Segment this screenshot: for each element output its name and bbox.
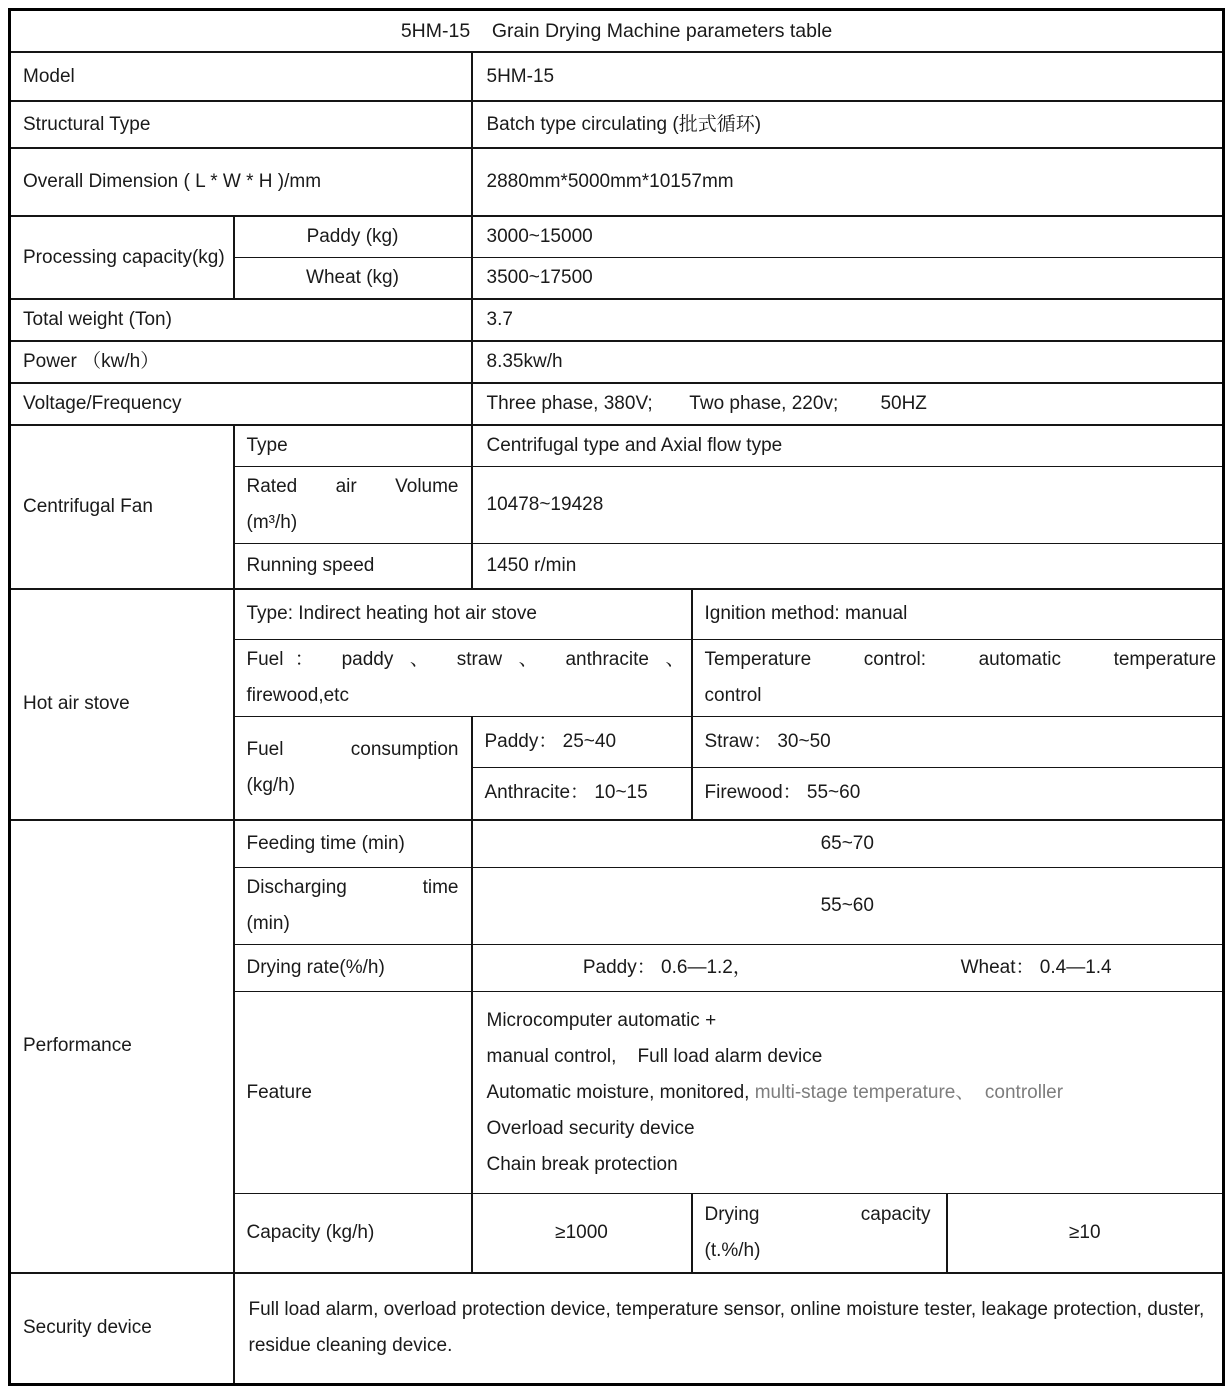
ignition-method-value: Ignition method: manual	[692, 589, 1224, 640]
temperature-control-value: Temperature control: automatic temperature control	[692, 640, 1224, 717]
power-value: 8.35kw/h	[472, 341, 1224, 383]
table-row	[10, 341, 1224, 383]
feeding-time-value: 65~70	[472, 820, 1224, 868]
centrifugal-fan-label: Centrifugal Fan	[10, 425, 234, 589]
table-row	[10, 425, 1224, 467]
wheat-capacity-label: Wheat (kg)	[234, 258, 472, 300]
hot-air-stove-label: Hot air stove	[10, 589, 234, 820]
fan-type-value: Centrifugal type and Axial flow type	[472, 425, 1224, 467]
feature-line-4: Overload security device	[486, 1117, 695, 1139]
capacity-label: Capacity (kg/h)	[234, 1194, 472, 1273]
fuel-consumption-anthracite: Anthracite： 10~15	[472, 768, 692, 820]
rated-air-volume-label: Rated air Volume (m³/h)	[234, 467, 472, 544]
table-row	[10, 820, 1224, 868]
drying-capacity-label: Drying capacity (t.%/h)	[692, 1194, 947, 1273]
drying-rate-wheat: Wheat： 0.4—1.4	[960, 957, 1112, 978]
drying-rate-label: Drying rate(%/h)	[234, 945, 472, 992]
fuel-consumption-firewood: Firewood： 55~60	[692, 768, 1224, 820]
table-row	[10, 299, 1224, 341]
feature-line-2: manual control, Full load alarm device	[486, 1045, 823, 1067]
security-device-label: Security device	[10, 1273, 234, 1385]
structural-type-label: Structural Type	[10, 101, 472, 148]
drying-rate-paddy: Paddy： 0.6—1.2，	[582, 957, 752, 978]
power-label: Power （kw/h）	[10, 341, 472, 383]
running-speed-value: 1450 r/min	[472, 544, 1224, 589]
running-speed-label: Running speed	[234, 544, 472, 589]
table-title: 5HM-15 Grain Drying Machine parameters table	[10, 10, 1224, 53]
drying-capacity-value: ≥10	[947, 1194, 1224, 1273]
model-label: Model	[10, 52, 472, 101]
total-weight-label: Total weight (Ton)	[10, 299, 472, 341]
stove-type-value: Type: Indirect heating hot air stove	[234, 589, 692, 640]
stove-fuel-value: Fuel： paddy 、 straw 、 anthracite 、 firewood,etc	[234, 640, 692, 717]
paddy-capacity-label: Paddy (kg)	[234, 216, 472, 258]
table-row	[10, 216, 1224, 258]
feature-line-3-gray: multi-stage temperature、 controller	[754, 1081, 1064, 1103]
fuel-consumption-label: Fuel consumption (kg/h)	[234, 717, 472, 820]
overall-dimension-label: Overall Dimension ( L * W * H )/mm	[10, 148, 472, 216]
processing-capacity-label: Processing capacity(kg)	[10, 216, 234, 299]
table-row	[10, 589, 1224, 640]
fuel-consumption-paddy: Paddy： 25~40	[472, 717, 692, 768]
overall-dimension-value: 2880mm*5000mm*10157mm	[472, 148, 1224, 216]
total-weight-value: 3.7	[472, 299, 1224, 341]
fan-type-label: Type	[234, 425, 472, 467]
discharging-time-label: Discharging time (min)	[234, 868, 472, 945]
performance-label: Performance	[10, 820, 234, 1273]
table-row	[10, 148, 1224, 216]
voltage-frequency-label: Voltage/Frequency	[10, 383, 472, 425]
feeding-time-label: Feeding time (min)	[234, 820, 472, 868]
feature-line-1: Microcomputer automatic +	[486, 1009, 717, 1031]
feature-line-3: Automatic moisture, monitored, multi-stage temperature、 controller	[486, 1081, 1064, 1103]
feature-line-5: Chain break protection	[486, 1153, 678, 1175]
feature-label: Feature	[234, 992, 472, 1194]
feature-value	[472, 992, 1224, 1194]
table-row	[10, 383, 1224, 425]
paddy-capacity-value: 3000~15000	[472, 216, 1224, 258]
table-row	[10, 101, 1224, 148]
table-row	[10, 1273, 1224, 1385]
rated-air-volume-value: 10478~19428	[472, 467, 1224, 544]
model-value: 5HM-15	[472, 52, 1224, 101]
parameters-table	[8, 8, 1225, 1386]
fuel-consumption-straw: Straw： 30~50	[692, 717, 1224, 768]
structural-type-value: Batch type circulating (批式循环)	[472, 101, 1224, 148]
discharging-time-value: 55~60	[472, 868, 1224, 945]
voltage-frequency-value: Three phase, 380V; Two phase, 220v; 50HZ	[472, 383, 1224, 425]
drying-rate-value	[472, 945, 1224, 992]
capacity-value: ≥1000	[472, 1194, 692, 1273]
security-device-value: Full load alarm, overload protection device, temperature sensor, online moisture tester, leakage protection, duster, residue cleaning device.	[234, 1273, 1224, 1385]
wheat-capacity-value: 3500~17500	[472, 258, 1224, 300]
table-row	[10, 10, 1224, 53]
table-row	[10, 52, 1224, 101]
